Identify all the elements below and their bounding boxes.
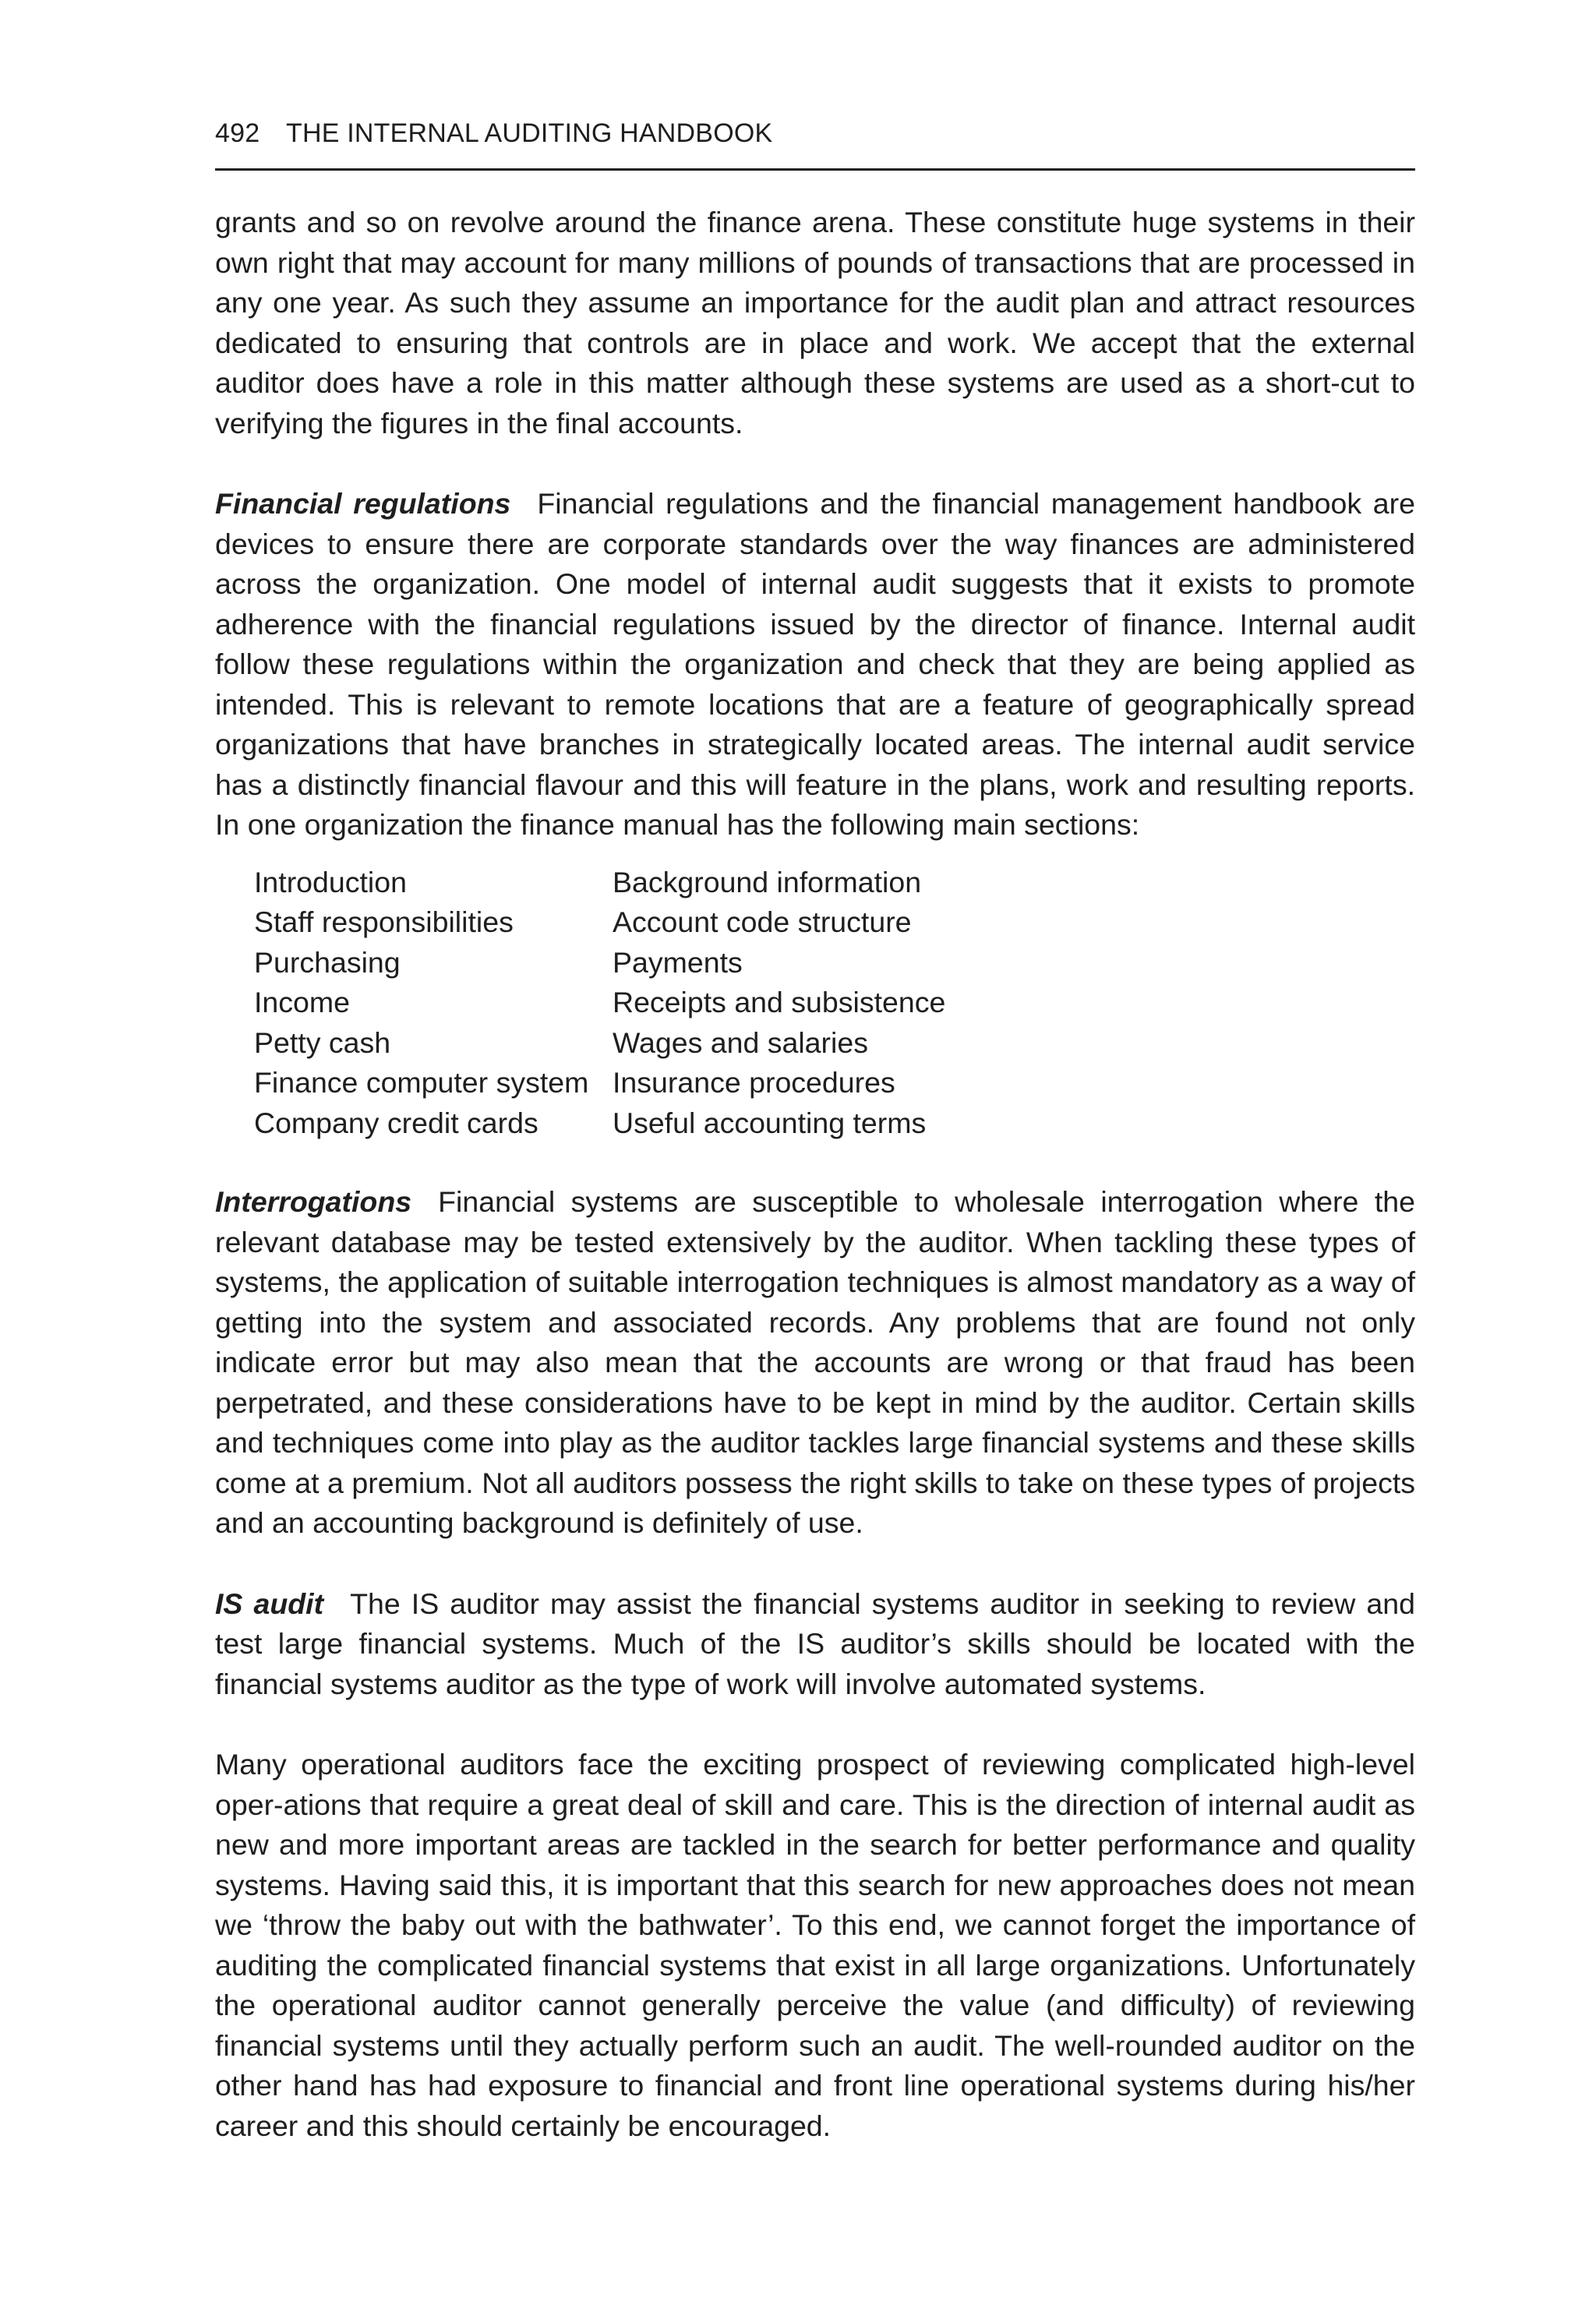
- section-item: Useful accounting terms: [613, 1106, 927, 1139]
- section-item: Finance computer system: [254, 1066, 589, 1099]
- section-item: Receipts and subsistence: [613, 986, 946, 1018]
- section-item: Income: [254, 986, 350, 1018]
- page-content: [215, 203, 1415, 2187]
- book-title: THE INTERNAL AUDITING HANDBOOK: [285, 118, 773, 148]
- section-item: Account code structure: [613, 905, 912, 938]
- running-head: [215, 118, 1415, 171]
- section-item: Insurance procedures: [613, 1066, 895, 1099]
- intro-paragraph: grants and so on revolve around the finance arena. These constitute huge systems in their own right that may account for many millions of pounds of transactions that are processed in any one year. As such they assume an importance for the audit plan and attract resources dedicated to ensuring that controls are in place and work. We accept that the external auditor does have a role in this matter although these systems are used as a short-cut to verifying the figures in the final accounts.: [215, 206, 1415, 439]
- section-item: Petty cash: [254, 1025, 391, 1059]
- section-item: Introduction: [254, 865, 407, 898]
- financial-regulations-heading: Financial regulations: [215, 487, 511, 520]
- section-item: Purchasing: [254, 945, 401, 979]
- section-item: Background information: [613, 865, 922, 898]
- closing-paragraph: Many operational auditors face the exciting prospect of reviewing complicated high-level oper-ations that require a great deal of skill and care. This is the direction of internal audit as new and more important areas are tackled in the search for better performance and quality systems. Having said this, it is important that this search for new approaches does not mean we ‘throw the baby out with the bathwater’. To this end, we cannot forget the importance of auditing the complicated financial systems that exist in all large organizations. Unfortunately the operational auditor cannot generally perceive the value (and difficulty) of reviewing financial systems until they actually perform such an audit. The well-rounded auditor on the other hand has had exposure to financial and front line operational systems during his/her career and this should certainly be encouraged.: [215, 1748, 1415, 2142]
- is-audit-paragraph: [215, 1584, 1415, 1705]
- finance-manual-sections-list: [254, 863, 1018, 1144]
- interrogations-text: Financial systems are susceptible to wholesale interrogation where the relevant database may be tested extensively by the auditor. When tackling these types of systems, the application of suitable interrogation techniques is almost mandatory as a way of getting into the system and associated records. Any problems that are found not only indicate error but may also mean that the accounts are wrong or that fraud has been perpetrated, and these considerations have to be kept in mind by the auditor. Certain skills and techniques come into play as the auditor tackles large financial systems and these skills come at a premium. Not all auditors possess the right skills to take on these types of projects and an accounting background is definitely of use.: [215, 1185, 1415, 1539]
- is-audit-heading: IS audit: [215, 1587, 324, 1620]
- is-audit-text: The IS auditor may assist the financial systems auditor in seeking to review and test large financial systems. Much of the IS auditor’s skills should be located with the financial systems auditor as the type of work will involve automated systems.: [215, 1587, 1415, 1700]
- section-item: Wages and salaries: [613, 1025, 868, 1059]
- interrogations-paragraph: [215, 1182, 1415, 1544]
- section-item: Payments: [613, 945, 743, 979]
- section-item: Staff responsibilities: [254, 905, 514, 938]
- interrogations-heading: Interrogations: [215, 1185, 412, 1218]
- financial-regulations-text: Financial regulations and the financial management handbook are devices to ensure there are corporate standards over the way finances are administered across the organization. One model of internal audit suggests that it exists to promote adherence with the financial regulations issued by the director of finance. Internal audit follow these regulations within the organization and check that they are being applied as intended. This is relevant to remote locations that are a feature of geographically spread organizations that have branches in strategically located areas. The internal audit service has a distinctly financial flavour and this will feature in the plans, work and resulting reports. In one organization the finance manual has the following main sections:: [215, 487, 1415, 841]
- page-number: 492: [215, 118, 260, 148]
- financial-regulations-paragraph: [215, 484, 1415, 845]
- section-item: Company credit cards: [254, 1106, 538, 1139]
